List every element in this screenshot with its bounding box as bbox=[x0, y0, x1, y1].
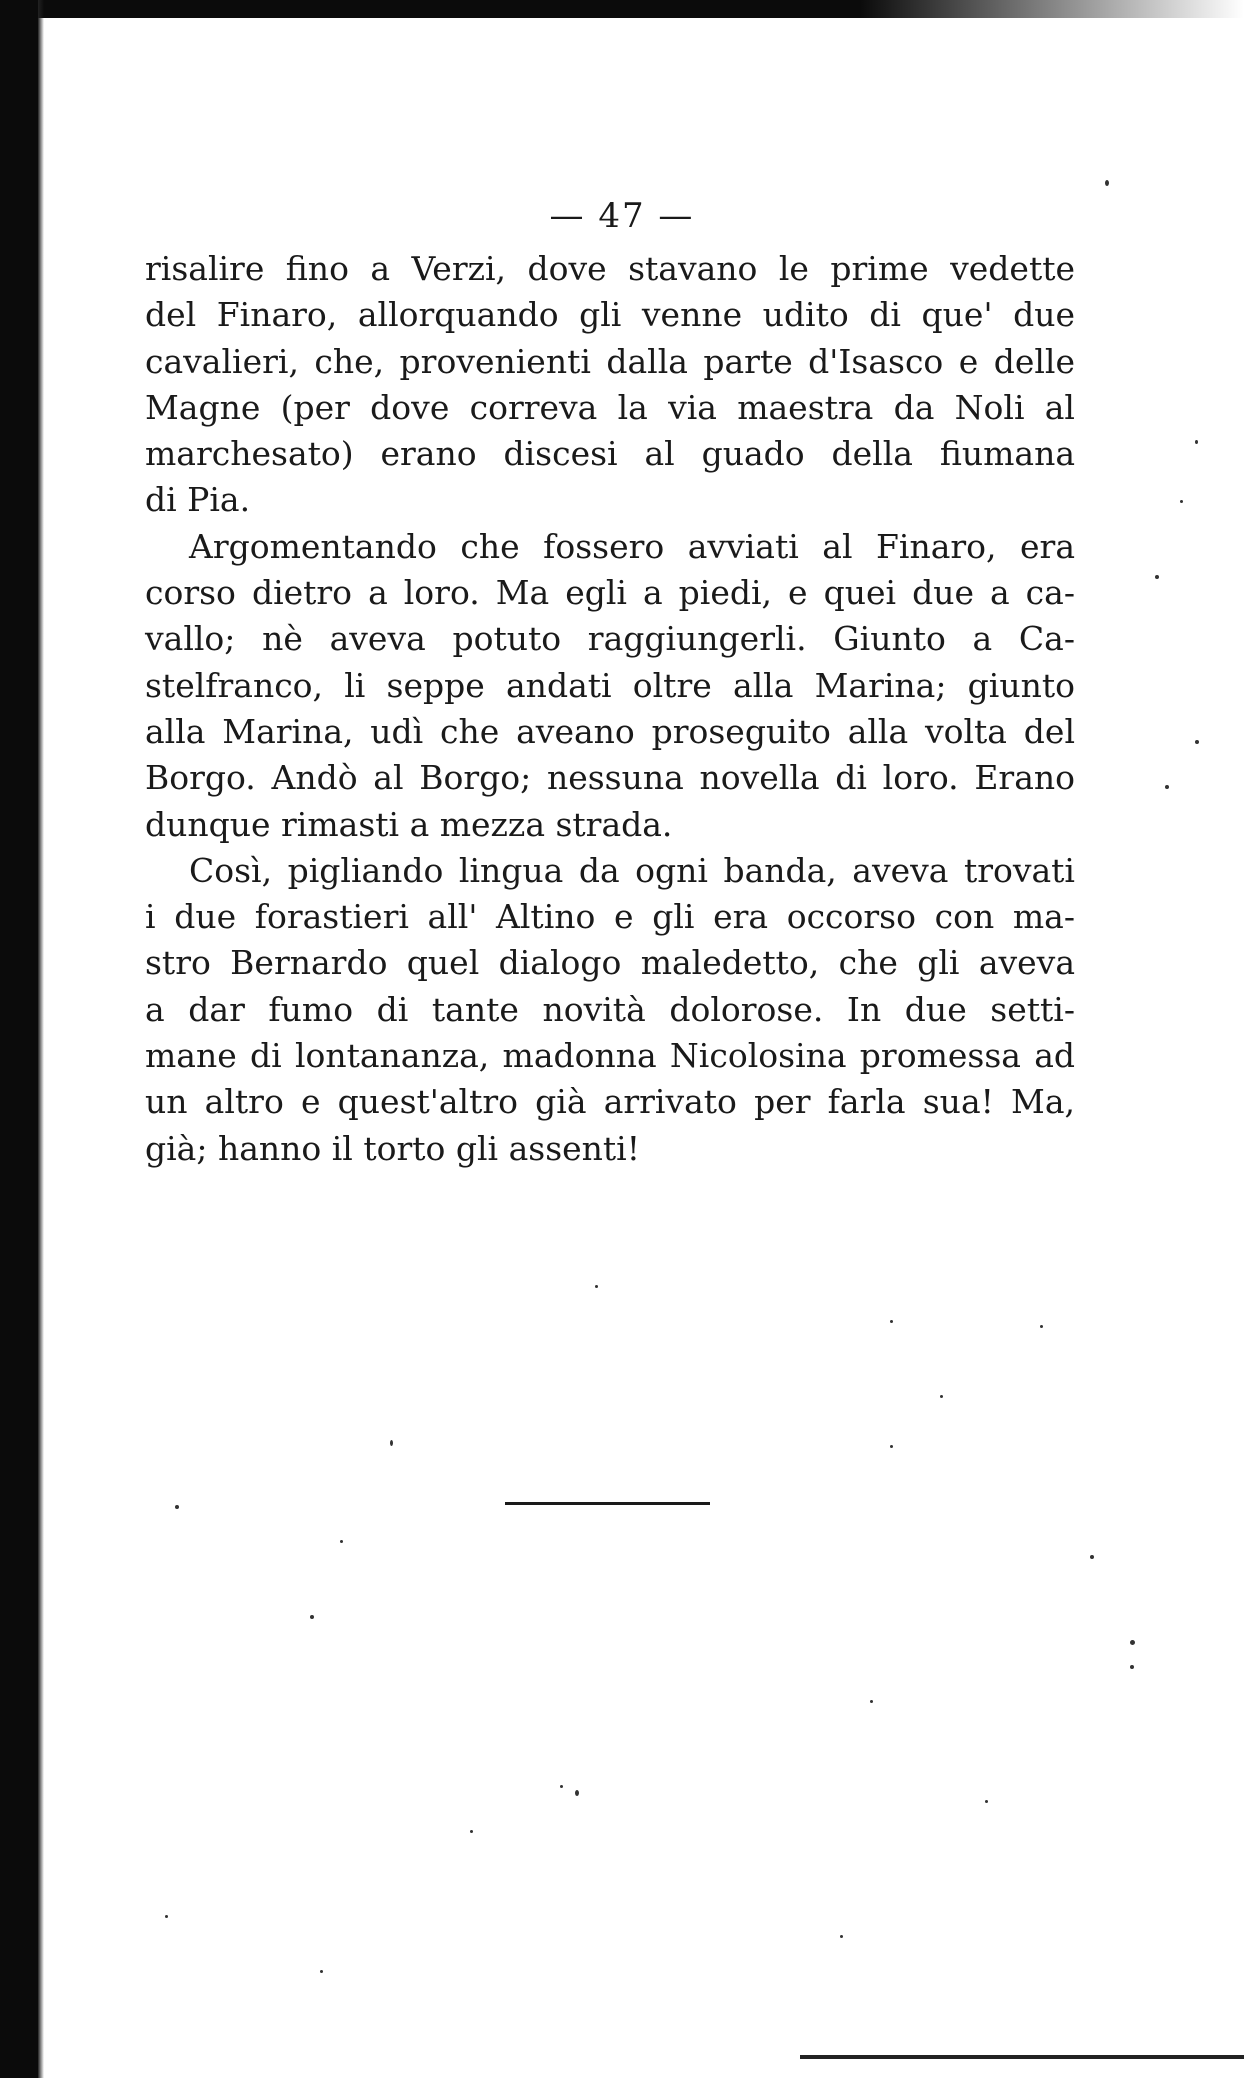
scan-speck bbox=[870, 1700, 873, 1703]
scan-border-bottom bbox=[800, 2055, 1244, 2059]
text-line: corso dietro a loro. Ma egli a piedi, e quei due a ca- bbox=[145, 573, 1075, 613]
text-line: risalire fino a Verzi, dove stavano le prime vedette bbox=[145, 249, 1075, 288]
scan-border-shadow bbox=[38, 0, 44, 2078]
text-line: i due forastieri all' Altino e gli era occorso con ma- bbox=[145, 897, 1075, 937]
text-line: stelfranco, li seppe andati oltre alla Marina; giunto bbox=[145, 665, 1075, 705]
text-line: a dar fumo di tante novità dolorose. In due setti- bbox=[145, 989, 1075, 1029]
paragraph-3 bbox=[145, 848, 1075, 1172]
scan-speck bbox=[575, 1790, 579, 1796]
scan-speck bbox=[890, 1445, 893, 1448]
text-line: stro Bernardo quel dialogo maledetto, che gli aveva bbox=[145, 943, 1075, 983]
end-rule bbox=[505, 1502, 710, 1505]
text-line: un altro e quest'altro già arrivato per farla sua! Ma, bbox=[145, 1082, 1075, 1122]
text-line: già; hanno il torto gli assenti! bbox=[145, 1128, 640, 1168]
text-line: Borgo. Andò al Borgo; nessuna novella di loro. Erano bbox=[145, 758, 1075, 798]
scan-speck bbox=[1090, 1555, 1094, 1559]
scan-speck bbox=[1180, 500, 1183, 503]
scan-speck bbox=[1040, 1325, 1043, 1328]
body-text bbox=[145, 246, 1075, 1172]
paragraph-1 bbox=[145, 246, 1075, 524]
scan-speck bbox=[310, 1615, 314, 1619]
scan-speck bbox=[1130, 1640, 1135, 1645]
scan-speck bbox=[985, 1800, 988, 1803]
scan-speck bbox=[1130, 1665, 1134, 1669]
scan-speck bbox=[390, 1440, 393, 1446]
scan-speck bbox=[940, 1395, 943, 1398]
scan-speck bbox=[840, 1935, 843, 1938]
text-line: Così, pigliando lingua da ogni banda, aveva trovati bbox=[189, 850, 1075, 890]
text-line: Argomentando che fossero avviati al Finaro, era bbox=[189, 526, 1075, 566]
scan-speck bbox=[470, 1830, 473, 1833]
page-number: — 47 — bbox=[549, 196, 695, 236]
scan-speck bbox=[1195, 440, 1198, 444]
scan-speck bbox=[1155, 575, 1159, 579]
scan-border-left bbox=[0, 0, 38, 2078]
text-line: cavalieri, che, provenienti dalla parte d'Isasco e delle bbox=[145, 341, 1075, 381]
text-line: alla Marina, udì che aveano proseguito alla volta del bbox=[145, 711, 1075, 751]
scan-speck bbox=[175, 1505, 179, 1509]
text-line: vallo; nè aveva potuto raggiungerli. Giunto a Ca- bbox=[145, 619, 1075, 659]
scan-speck bbox=[890, 1320, 893, 1323]
text-line: del Finaro, allorquando gli venne udito di que' due bbox=[145, 295, 1075, 335]
scan-speck bbox=[560, 1785, 563, 1788]
text-line: mane di lontananza, madonna Nicolosina promessa ad bbox=[145, 1036, 1075, 1076]
paragraph-2 bbox=[145, 524, 1075, 848]
scan-speck bbox=[1105, 180, 1109, 186]
scan-border-top-fade bbox=[860, 0, 1244, 18]
text-line: dunque rimasti a mezza strada. bbox=[145, 804, 673, 844]
text-line: di Pia. bbox=[145, 480, 251, 520]
text-line: Magne (per dove correva la via maestra da Noli al bbox=[145, 387, 1075, 427]
scan-speck bbox=[1195, 740, 1199, 744]
scan-speck bbox=[340, 1540, 343, 1543]
scan-speck bbox=[1165, 785, 1169, 789]
scan-speck bbox=[320, 1970, 323, 1973]
scan-speck bbox=[165, 1915, 168, 1918]
scan-speck bbox=[595, 1285, 598, 1288]
text-line: marchesato) erano discesi al guado della fiumana bbox=[145, 434, 1075, 474]
